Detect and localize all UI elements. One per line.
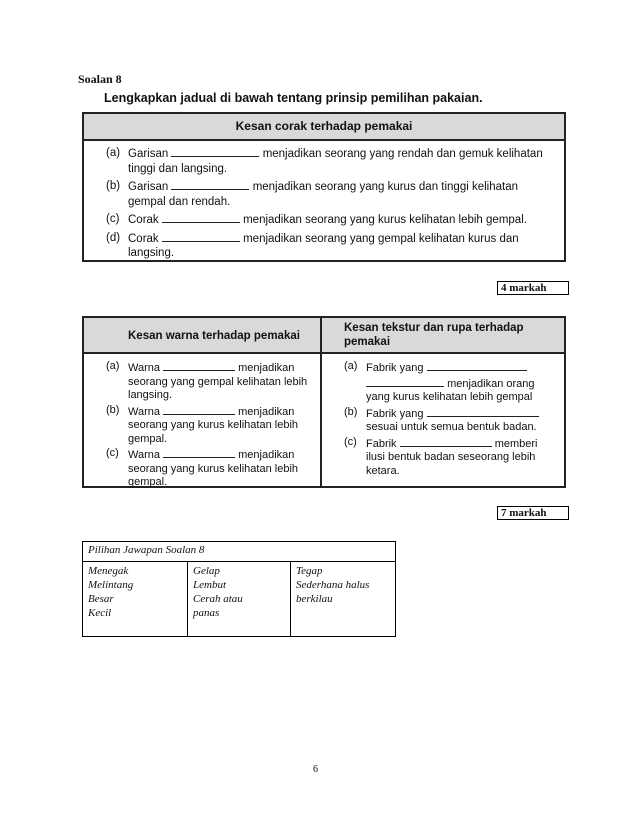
pattern-item <box>106 231 550 261</box>
answer-option: Lembut <box>193 579 226 591</box>
answer-option: Cerah atau <box>193 593 243 605</box>
item-text-before: Corak <box>128 232 159 245</box>
answer-column-2 <box>188 562 291 637</box>
item-text-before: Warna <box>128 405 160 418</box>
item-label: (b) <box>344 405 358 418</box>
answer-option: Sederhana halus <box>296 579 370 591</box>
texture-item <box>344 436 556 479</box>
answer-table-title: Pilihan Jawapan Soalan 8 <box>83 542 396 562</box>
item-text-before: Warna <box>128 449 160 461</box>
colour-column-header: Kesan warna terhadap pemakai <box>84 318 320 354</box>
answer-option: panas <box>193 607 220 619</box>
item-label: (c) <box>344 435 357 448</box>
item-label: (a) <box>344 360 358 372</box>
item-text-after: menjadikan seorang yang gempal kelihatan lebih langsing. <box>128 362 308 401</box>
item-text-after: menjadikan seorang yang kurus dan tinggi kelihatan gempal dan rendah. <box>128 181 519 208</box>
pattern-item <box>106 179 550 209</box>
item-label: (b) <box>106 180 121 192</box>
answer-blank[interactable] <box>163 360 235 371</box>
answer-blank[interactable] <box>162 231 240 242</box>
colour-item <box>106 404 312 447</box>
answer-blank[interactable] <box>171 146 259 157</box>
item-text-before: Fabrik <box>366 437 397 450</box>
answer-column-3 <box>291 562 396 637</box>
item-text-before: Warna <box>128 362 160 374</box>
answer-blank[interactable] <box>171 179 249 190</box>
question-title: Soalan 8 <box>78 72 122 86</box>
pattern-item <box>106 146 550 176</box>
colour-item <box>106 360 312 403</box>
answer-option: Kecil <box>88 607 112 619</box>
item-label: (c) <box>106 447 119 459</box>
item-text-after: menjadikan seorang yang kurus kelihatan lebih gempal. <box>128 449 299 488</box>
item-text-before: Corak <box>128 214 159 226</box>
answer-option: Besar <box>88 593 114 605</box>
texture-column-header: Kesan tekstur dan rupa terhadap pemakai <box>322 318 564 354</box>
marks-box-2: 7 markah <box>497 506 569 520</box>
item-text-after: menjadikan seorang yang kurus kelihatan lebih gempal. <box>243 214 527 226</box>
answer-option: Menegak <box>88 565 129 577</box>
colour-texture-table <box>82 316 566 488</box>
answer-blank[interactable] <box>366 376 444 387</box>
colour-item <box>106 447 312 490</box>
item-label: (a) <box>106 360 120 372</box>
item-text-after: menjadikan seorang yang kurus kelihatan lebih gempal. <box>128 405 299 445</box>
page-number: 6 <box>313 764 318 775</box>
colour-column <box>84 318 322 486</box>
item-label: (d) <box>106 231 121 244</box>
instruction-text: Lengkapkan jadual di bawah tentang prinsip pemilihan pakaian. <box>104 91 483 105</box>
item-text-after: menjadikan orang yang kurus kelihatan lebih gempal <box>366 377 535 403</box>
item-text-after: memberi ilusi bentuk badan seseorang lebih ketara. <box>366 437 538 477</box>
marks-box-1: 4 markah <box>497 281 569 295</box>
answer-options-table <box>82 541 396 637</box>
item-label: (c) <box>106 213 120 225</box>
item-text-before: Fabrik yang <box>366 407 424 420</box>
texture-column <box>322 318 564 486</box>
item-label: (a) <box>106 147 121 159</box>
item-text-after: menjadikan seorang yang rendah dan gemuk kelihatan tinggi dan langsing. <box>128 148 543 175</box>
texture-item <box>344 406 556 435</box>
answer-option: Tegap <box>296 565 323 577</box>
texture-item <box>344 360 556 405</box>
pattern-effect-table <box>82 112 566 262</box>
item-text-before: Garisan <box>128 148 169 160</box>
answer-blank[interactable] <box>427 406 539 417</box>
answer-blank[interactable] <box>163 447 235 458</box>
answer-option: Melintang <box>88 579 134 591</box>
answer-option: Gelap <box>193 565 220 577</box>
answer-blank[interactable] <box>162 212 240 223</box>
pattern-table-header: Kesan corak terhadap pemakai <box>84 114 564 141</box>
answer-blank[interactable] <box>427 360 527 371</box>
answer-blank[interactable] <box>163 404 235 415</box>
answer-option: berkilau <box>296 593 333 605</box>
item-text-after: sesuai untuk semua bentuk badan. <box>366 421 537 433</box>
item-text-before: Fabrik yang <box>366 362 424 374</box>
pattern-item <box>106 212 550 228</box>
item-text-after: menjadikan seorang yang gempal kelihatan kurus dan langsing. <box>128 232 519 259</box>
answer-column-1 <box>83 562 188 637</box>
item-text-before: Garisan <box>128 181 169 193</box>
item-label: (b) <box>106 403 120 416</box>
answer-blank[interactable] <box>400 436 492 447</box>
